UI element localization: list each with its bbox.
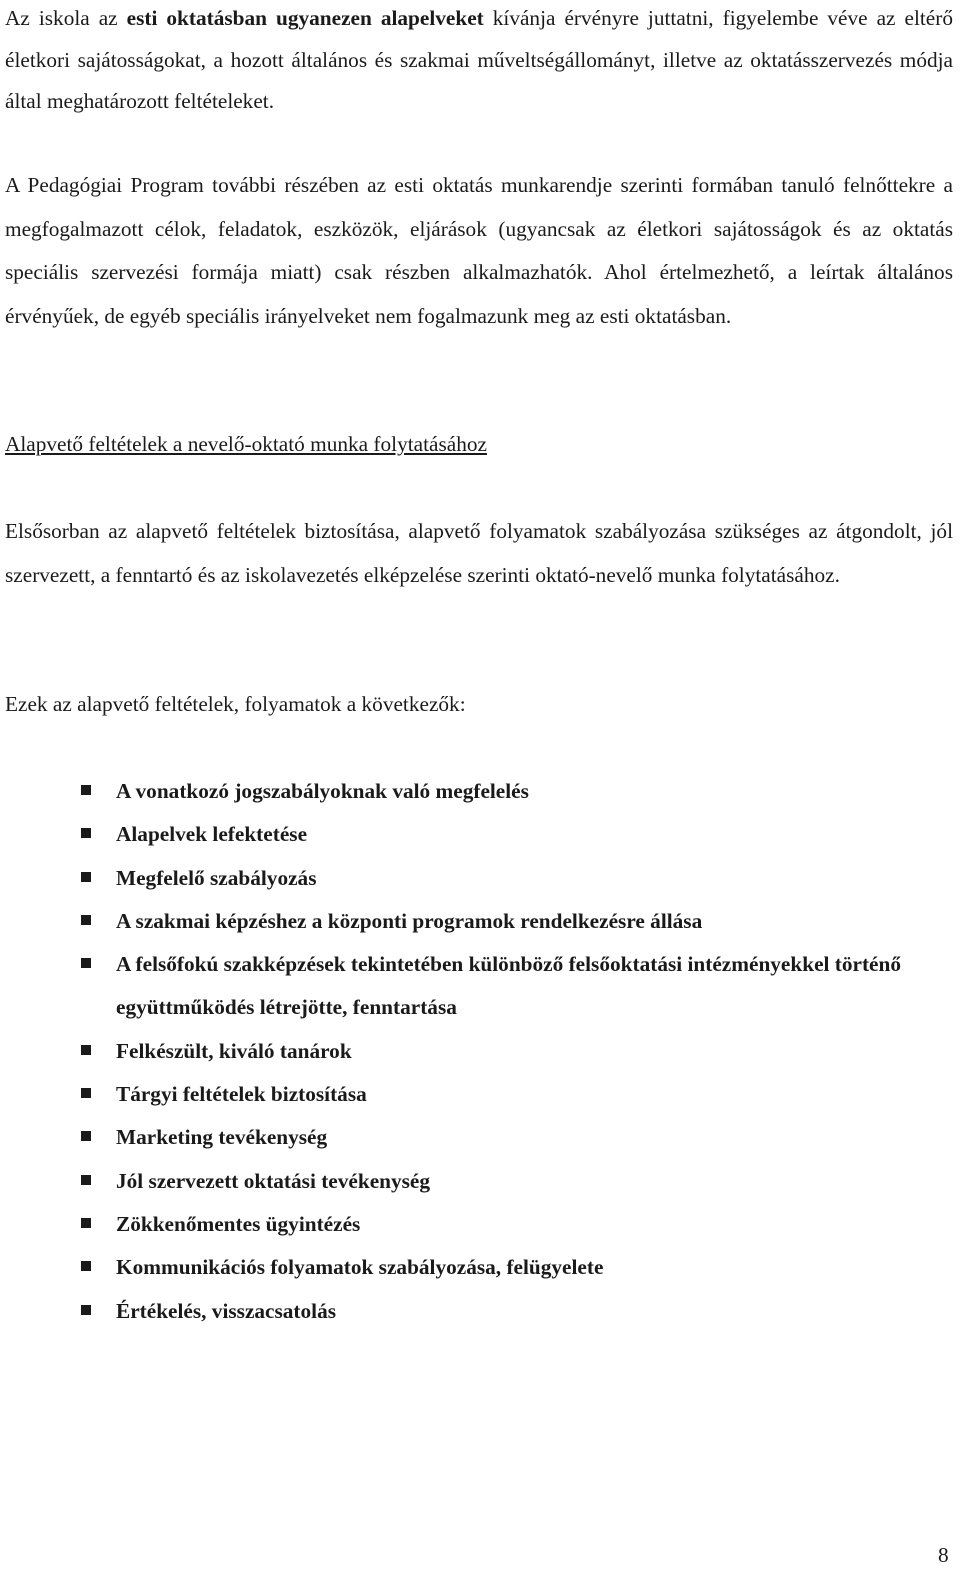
list-item [5,770,953,813]
section-heading: Alapvető feltételek a nevelő-oktató munka folytatásához [5,432,487,456]
list-item-text: Tárgyi feltételek biztosítása [116,1082,367,1107]
square-bullet-icon [81,1175,91,1185]
program-paragraph: A Pedagógiai Program további részében az esti oktatás munkarendje szerinti formában tanuló felnőttekre a megfogalmazott célok, feladatok, eszközök, eljárások (ugyancsak az életkori sajátosságok és az oktatás speciális szervezési formája miatt) csak részben alkalmazhatók. Ahol értelmezhető, a leírtak általános érvényűek, de egyéb speciális irányelveket nem fogalmazunk meg az esti oktatásban. [5,173,953,328]
list-item-text: Kommunikációs folyamatok szabályozása, felügyelete [116,1255,604,1280]
intro-text-start: Az iskola az [5,6,127,30]
square-bullet-icon [81,1088,91,1098]
list-item-text: Értékelés, visszacsatolás [116,1298,337,1323]
square-bullet-icon [81,785,91,795]
list-item [5,1160,953,1203]
list-item [5,1203,953,1246]
square-bullet-icon [81,958,91,968]
page-number: 8 [938,1543,949,1567]
list-item-text: A szakmai képzéshez a központi programok rendelkezésre állása [116,908,703,933]
list-item-text: Jól szervezett oktatási tevékenység [116,1168,431,1193]
list-item-text: Megfelelő szabályozás [116,865,317,890]
square-bullet-icon [81,1261,91,1271]
square-bullet-icon [81,1218,91,1228]
list-intro: Ezek az alapvető feltételek, folyamatok a következők: [5,692,466,716]
list-item [5,1290,953,1333]
intro-paragraph [5,0,953,123]
list-item-text: Marketing tevékenység [116,1125,328,1150]
square-bullet-icon [81,828,91,838]
square-bullet-icon [81,872,91,882]
list-item-text: A felsőfokú szakképzések tekintetében különböző felsőoktatási intézményekkel történő együttműködés létrejötte, fenntartása [116,952,902,1020]
intro-bold-text: esti oktatásban ugyanezen alapelveket [126,6,484,30]
list-item-text: Zökkenőmentes ügyintézés [116,1211,361,1236]
square-bullet-icon [81,1305,91,1315]
list-item [5,943,953,1030]
conditions-paragraph: Elsősorban az alapvető feltételek biztosítása, alapvető folyamatok szabályozása szükséges az átgondolt, jól szervezett, a fenntartó és az iskolavezetés elképzelése szerinti oktató-nevelő munka folytatásához. [5,519,953,587]
square-bullet-icon [81,915,91,925]
conditions-list [5,770,953,1333]
list-item [5,857,953,900]
list-item [5,1030,953,1073]
square-bullet-icon [81,1131,91,1141]
list-item-text: Alapelvek lefektetése [116,822,308,847]
list-item [5,813,953,856]
list-item [5,1073,953,1116]
intro-text-end: kívánja érvényre juttatni, figyelembe véve az eltérő életkori sajátosságokat, a hozott általános és szakmai műveltségállományt, illetve az oktatásszervezés módja által meghatározott feltételeket. [5,6,953,113]
list-item [5,900,953,943]
list-item [5,1246,953,1289]
list-item-text: Felkészült, kiváló tanárok [116,1038,352,1063]
square-bullet-icon [81,1045,91,1055]
list-item-text: A vonatkozó jogszabályoknak való megfelelés [116,779,529,803]
list-item [5,1116,953,1159]
